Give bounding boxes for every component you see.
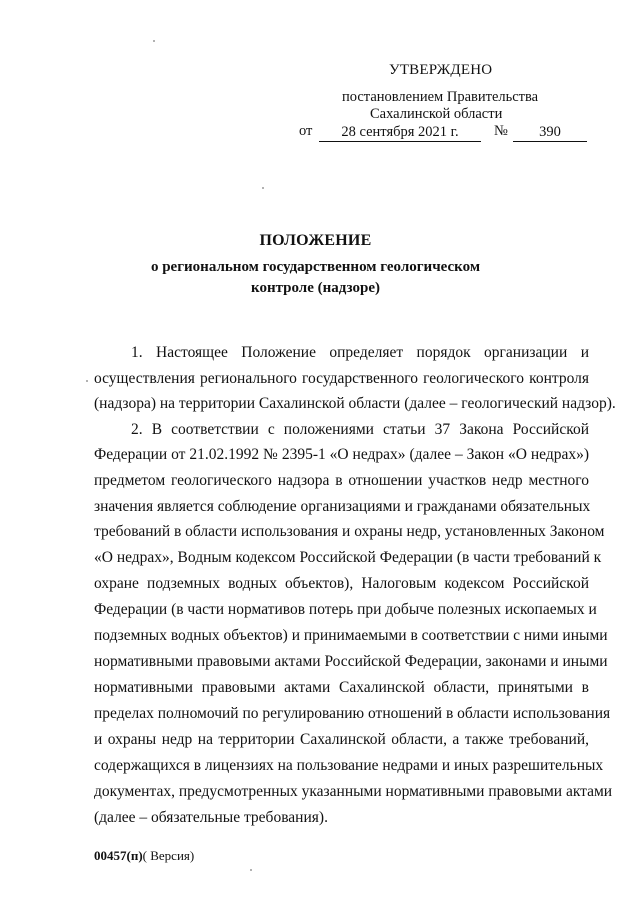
- document-subtitle: [0, 257, 631, 299]
- body-line: пределах полномочий по регулированию отношений в области использования: [94, 705, 611, 722]
- approval-date: 28 сентября 2021 г.: [319, 123, 481, 142]
- document-code: [94, 848, 194, 864]
- body-line: Федерации от 21.02.1992 № 2395-1 «О недрах» (далее – Закон «О недрах»): [94, 446, 589, 463]
- scan-speck: [86, 380, 88, 382]
- document-subtitle-line1: о региональном государственном геологическом: [150, 259, 481, 275]
- body-line: осуществления регионального государственного геологического контроля: [94, 370, 589, 387]
- body-line: нормативными правовыми актами Российской Федерации, законами и иными: [94, 653, 608, 670]
- body-line: Федерации (в части нормативов потерь при добыче полезных ископаемых и: [94, 601, 597, 618]
- document-title: ПОЛОЖЕНИЕ: [259, 232, 372, 249]
- approval-issuer-line1: постановлением Правительства: [342, 89, 539, 105]
- approval-issuer-line2: Сахалинской области: [370, 106, 503, 122]
- body-line: содержащихся в лицензиях на пользование недрами и иных разрешительных: [94, 757, 604, 774]
- body-line: (надзора) на территории Сахалинской области (далее – геологический надзор).: [94, 395, 616, 412]
- body-line: и охраны недр на территории Сахалинской области, а также требований,: [94, 731, 589, 748]
- body-line: 2. В соответствии с положениями статьи 37 Закона Российской: [131, 421, 589, 438]
- body-line: (далее – обязательные требования).: [94, 809, 328, 826]
- body-line: «О недрах», Водным кодексом Российской Федерации (в части требований к: [94, 549, 602, 566]
- approval-title: УТВЕРЖДЕНО: [389, 62, 493, 78]
- body-line: охране подземных водных объектов), Налоговым кодексом Российской: [94, 575, 589, 592]
- body-line: нормативными правовыми актами Сахалинской области, принятыми в: [94, 679, 589, 696]
- approval-number: 390: [513, 123, 587, 142]
- scan-speck: [250, 869, 252, 871]
- scan-speck: [153, 40, 155, 42]
- approval-from-label: от: [299, 123, 313, 139]
- body-line: 1. Настоящее Положение определяет порядок организации и: [131, 344, 589, 361]
- body-line: подземных водных объектов) и принимаемыми в соответствии с ними иными: [94, 627, 608, 644]
- body-line: требований в области использования и охраны недр, установленных Законом: [94, 523, 605, 540]
- document-subtitle-line2: контроле (надзоре): [251, 280, 380, 296]
- document-version: ( Версия): [142, 848, 195, 863]
- body-line: предметом геологического надзора в отношении участков недр местного: [94, 472, 589, 489]
- scan-speck: [262, 187, 264, 189]
- approval-date-row: [299, 123, 591, 143]
- approval-number-label: №: [494, 123, 508, 139]
- document-code-number: 00457(п): [94, 848, 143, 863]
- body-line: значения является соблюдение организациями и гражданами обязательных: [94, 498, 591, 515]
- body-line: документах, предусмотренных указанными нормативными правовыми актами: [94, 783, 613, 800]
